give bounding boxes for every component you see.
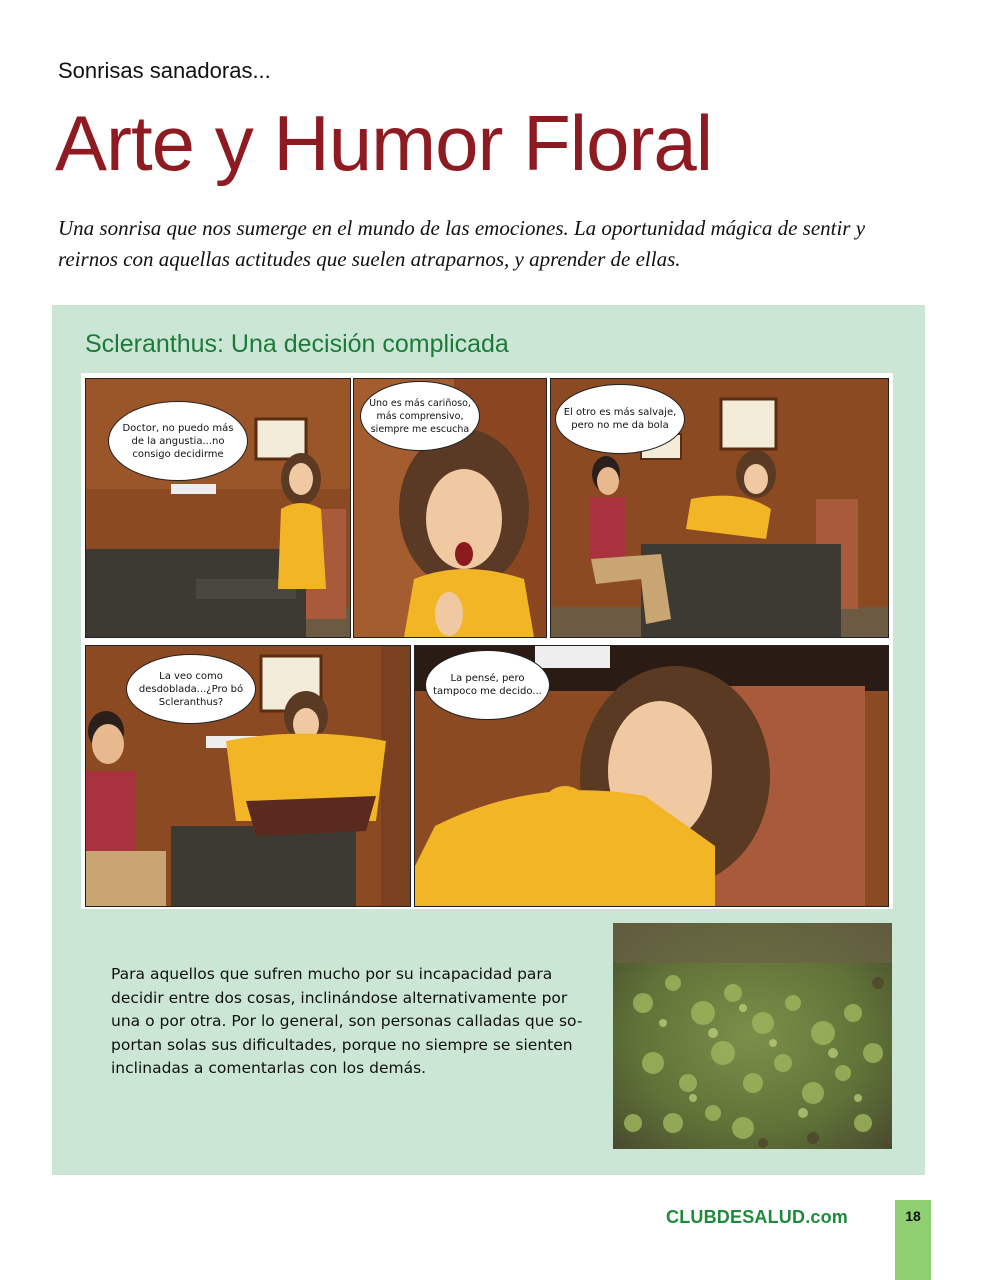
lead-paragraph: Una sonrisa que nos sumerge en el mundo de las emociones. La oportunidad mágica de sentir y reirnos con aquellas actitudes que suelen atraparnos, y aprender de ellas.: [58, 216, 866, 271]
brand-name: CLUBDESALUD.com: [666, 1207, 849, 1227]
page-number: 18: [905, 1208, 921, 1224]
section-kicker: Sonrisas sanadoras...: [58, 58, 271, 83]
comic-panel-3: [550, 378, 889, 638]
description-paragraph: Para aquellos que sufren mucho por su incapacidad para decidir entre dos cosas, inclinándose alternativamente por una o por otra. Por lo general, son personas calladas que so-portan solas sus dificultades, porque no siempre se sienten inclinadas a comentarlas con los demás.: [111, 965, 583, 1077]
comic-panel-4: [85, 645, 411, 907]
feature-title: Scleranthus: Una decisión complicada: [85, 330, 509, 358]
comic-panel-2: [353, 378, 547, 638]
speech-bubble-2: Uno es más cariñoso, más comprensivo, siempre me escucha: [360, 381, 480, 451]
plant-photo-image: [613, 923, 892, 1149]
comic-panel-1: [85, 378, 351, 638]
comic-strip: [81, 373, 893, 909]
speech-bubble-3: El otro es más salvaje, pero no me da bola: [555, 384, 685, 454]
comic-panel-5: [414, 645, 889, 907]
scleranthus-photo: [613, 923, 892, 1149]
speech-bubble-4: La veo como desdoblada...¿Pro bó Scleranthus?: [126, 654, 256, 724]
speech-bubble-1: Doctor, no puedo más de la angustia...no consigo decidirme: [108, 401, 248, 481]
speech-bubble-5: La pensé, pero tampoco me decido...: [425, 650, 550, 720]
page-title: Arte y Humor Floral: [55, 99, 713, 187]
